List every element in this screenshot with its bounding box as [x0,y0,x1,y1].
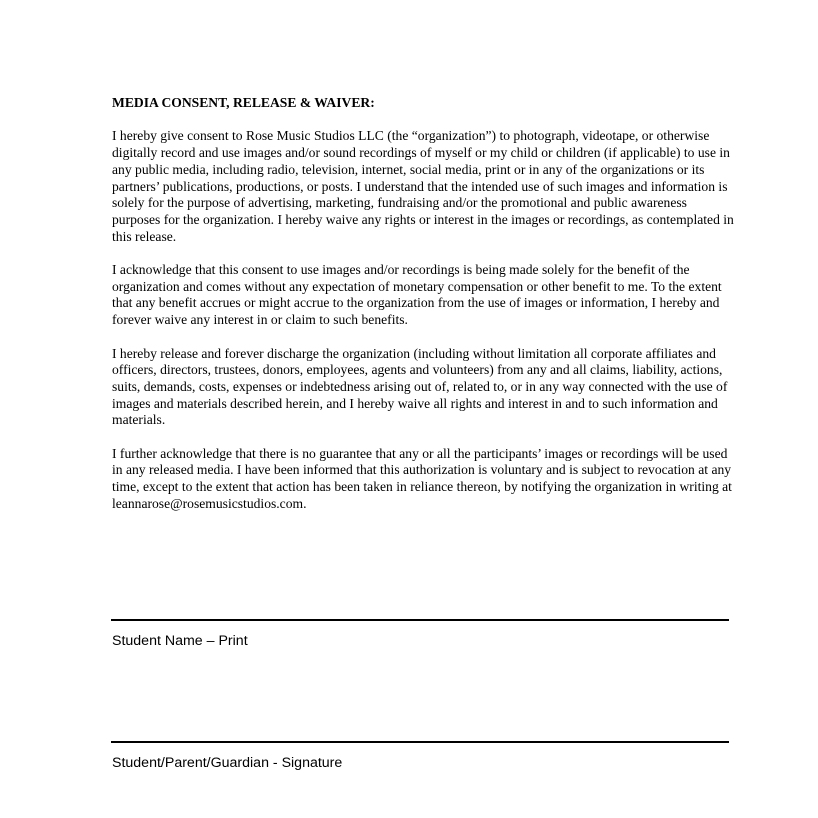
document-heading: MEDIA CONSENT, RELEASE & WAIVER: [112,95,375,110]
compensation-paragraph: I acknowledge that this consent to use images and/or recordings is being made solely for the benefit of the organization and comes without any expectation of monetary compensation or other benefit to me. To the extent that any benefit accrues or might accrue to the organization from the use of images or information, I hereby and forever waive any interest in or claim to such benefits. [112,262,722,328]
acknowledgement-paragraph: I further acknowledge that there is no guarantee that any or all the participants’ images or recordings will be used in any released media. I have been informed that this authorization is voluntary and is subject to revocation at any time, except to the extent that action has been taken in reliance thereon, by notifying the organization in writing at leannarose@rosemusicstudios.com. [112,445,732,511]
student-name-label: Student Name – Print [112,633,248,649]
signature-label: Student/Parent/Guardian - Signature [112,755,343,771]
document-body [112,95,734,529]
student-name-line[interactable] [111,619,729,621]
signature-line[interactable] [111,741,729,743]
release-paragraph: I hereby release and forever discharge the organization (including without limitation all corporate affiliates and officers, directors, trustees, donors, employees, agents and volunteers) from any and all claims, liability, actions, suits, demands, costs, expenses or indebtedness arising out of, related to, or in any way connected with the use of images and materials described herein, and I hereby waive all rights and interest in and to such information and materials. [112,345,728,428]
consent-paragraph: I hereby give consent to Rose Music Studios LLC (the “organization”) to photograph, videotape, or otherwise digitally record and use images and/or sound recordings of myself or my child or children (if applicable) to use in any public media, including radio, television, internet, social media, print or in any of the organizations or its partners’ publications, productions, or posts. I understand that the intended use of such images and information is solely for the purpose of advertising, marketing, fundraising and/or the promotional and public awareness purposes for the organization. I hereby waive any rights or interest in the images or recordings, as contemplated in this release. [112,128,734,244]
